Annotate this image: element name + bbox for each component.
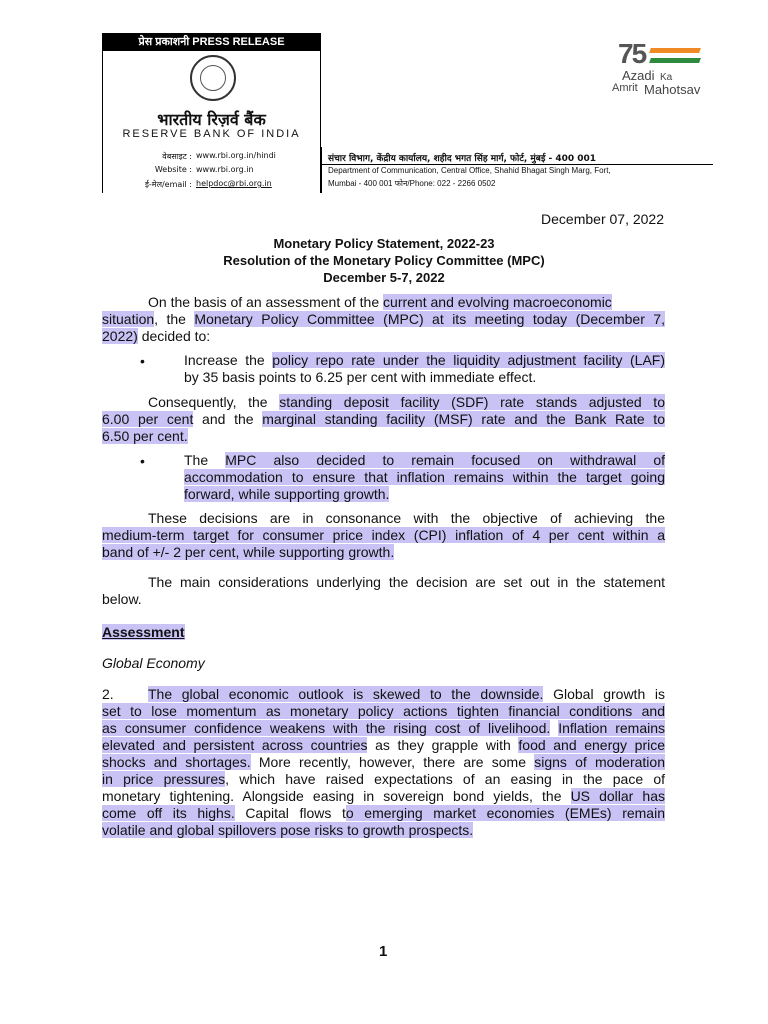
header-divider-horizontal [321, 164, 713, 165]
bullet-2: The MPC also decided to remain focused on withdrawal of accommodation to ensure that inflation remains within the target going forward, while supporting growth. [184, 452, 666, 502]
logo-amrit: Amrit [612, 82, 638, 94]
azadi-ka-amrit-mahotsav-logo [612, 38, 722, 102]
address-english-line1: Department of Communication, Central Office, Shahid Bhagat Singh Marg, Fort, [328, 166, 611, 175]
title-line3: December 5-7, 2022 [323, 270, 445, 285]
web-hindi-url[interactable]: www.rbi.org.in/hindi [196, 151, 276, 160]
logo-number: 75 [618, 38, 646, 69]
email-label: ई-मेल/email : [144, 180, 192, 189]
logo-ka: Ka [660, 72, 673, 83]
header-divider-vertical [321, 147, 322, 193]
section-heading-assessment: Assessment [102, 624, 185, 640]
bank-name-english: RESERVE BANK OF INDIA [122, 128, 301, 140]
press-release-bar: प्रेस प्रकाशनी PRESS RELEASE [102, 33, 321, 51]
address-hindi: संचार विभाग, केंद्रीय कार्यालय, शहीद भगत सिंह मार्ग, फोर्ट, मुंबई - 400 001 [328, 154, 597, 164]
bullet-1: Increase the policy repo rate under the liquidity adjustment facility (LAF) by 35 basis points to 6.25 per cent with immediate effect. [184, 352, 665, 385]
rbi-seal-inner [200, 65, 226, 91]
bullet-1-marker: • [140, 353, 145, 369]
email-link[interactable]: helpdoc@rbi.org.in [196, 179, 272, 188]
flag-green-stripe [649, 58, 701, 63]
web-url[interactable]: www.rbi.org.in [196, 165, 254, 174]
page-number: 1 [379, 943, 388, 960]
paragraph-2: Consequently, the standing deposit facility (SDF) rate stands adjusted to 6.00 per cent and the marginal standing facility (MSF) rate and the Bank Rate to 6.50 per cent. [102, 394, 665, 444]
paragraph-5-number: 2. [102, 686, 114, 702]
address-english-line2: Mumbai - 400 001 फोन/Phone: 022 - 2266 0502 [328, 179, 496, 188]
paragraph-3: These decisions are in consonance with the objective of achieving the medium-term target for consumer price index (CPI) inflation of 4 per cent within a band of +/- 2 per cent, while supporting growth. [102, 510, 665, 560]
paragraph-5: The global economic outlook is skewed to the downside. Global growth is set to lose momentum as monetary policy actions tighten financial conditions and as consumer confidence weakens with the rising cost of livelihood. Inflation remains elevated and persistent across countries as they grapple with food and energy price shocks and shortages. More recently, however, there are some signs of moderation in price pressures, which have raised expectations of an easing in the pace of monetary tightening. Alongside easing in sovereign bond yields, the US dollar has come off its highs. Capital flows to emerging market economies (EMEs) remain volatile and global spillovers pose risks to growth prospects. [102, 686, 666, 838]
paragraph-1: On the basis of an assessment of the current and evolving macroeconomic situation, the Monetary Policy Committee (MPC) at its meeting today (December 7, 2022) decided to: [102, 294, 665, 344]
web-label: Website : [154, 165, 192, 174]
bank-name-hindi: भारतीय रिज़र्व बैंक [157, 110, 266, 129]
logo-azadi: Azadi [622, 68, 655, 83]
logo-mahotsav: Mahotsav [644, 82, 701, 97]
title-line1: Monetary Policy Statement, 2022-23 [273, 236, 495, 251]
paragraph-4: The main considerations underlying the decision are set out in the statement below. [102, 574, 665, 607]
document-date: December 07, 2022 [541, 211, 664, 227]
flag-saffron-stripe [649, 48, 701, 53]
bullet-2-marker: • [140, 453, 145, 469]
subheading-global-economy: Global Economy [102, 655, 205, 671]
web-hindi-label: वेबसाइट : [162, 152, 192, 161]
title-line2: Resolution of the Monetary Policy Committee (MPC) [223, 253, 545, 268]
